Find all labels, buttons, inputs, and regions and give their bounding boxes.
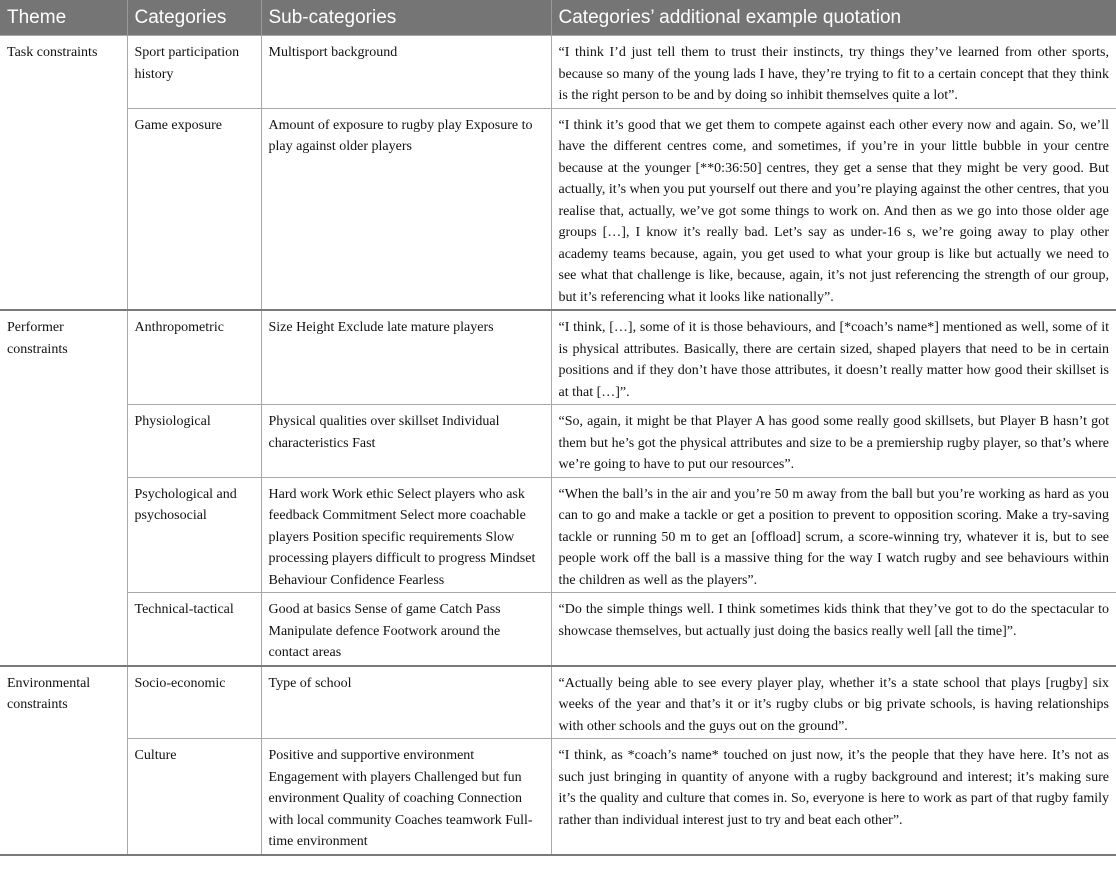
- category-cell: Technical-tactical: [127, 593, 261, 666]
- table-row: [0, 666, 1116, 739]
- table-header: [0, 0, 1116, 36]
- subcategory-cell: Physical qualities over skillset Individual characteristics Fast: [261, 405, 551, 478]
- header-categories: Categories: [127, 0, 261, 36]
- category-cell: Socio-economic: [127, 666, 261, 739]
- table-row: [0, 310, 1116, 405]
- theme-cell: Performer constraints: [0, 310, 127, 666]
- quotation-cell: “So, again, it might be that Player A has good some really good skillsets, but Player B hasn’t got them but he’s got the physical attributes and size to be a premiership rugby player, so that’s where we’re going to have to put our resources”.: [551, 405, 1116, 478]
- subcategory-cell: Hard work Work ethic Select players who ask feedback Commitment Select more coachable players Position specific requirements Slow processing players difficult to progress Mindset Behaviour Confidence Fearless: [261, 477, 551, 593]
- subcategory-cell: Amount of exposure to rugby play Exposure to play against older players: [261, 108, 551, 310]
- table-row: [0, 405, 1116, 478]
- subcategory-cell: Type of school: [261, 666, 551, 739]
- quotation-cell: “I think it’s good that we get them to compete against each other every now and again. So, we’ll have the different centres come, and sometimes, if you’re in your little bubble in your centre because at the younger [**0:36:50] centres, they get a sense that they might be very good. But actually, it’s when you put yourself out there and you’re playing against the other centres, that you realise that, actually, we’ve got some things to work on. And then as we go into those older age groups […], I know it’s really bad. Let’s say as under-16 s, we’re going away to play other academy teams because, again, you get used to what your group is like but actually we need to see what that challenge is like, because, again, it’s not just referencing the strength of our group, but it’s referencing what it looks like nationally”.: [551, 108, 1116, 310]
- category-cell: Culture: [127, 739, 261, 855]
- category-cell: Game exposure: [127, 108, 261, 310]
- theme-cell: Task constraints: [0, 36, 127, 311]
- quotation-cell: “I think, […], some of it is those behaviours, and [*coach’s name*] mentioned as well, some of it is physical attributes. Basically, there are certain sized, shaped players that need to be in certain positions and if they don’t have those attributes, it doesn’t really matter how good their skillset is at that […]”.: [551, 310, 1116, 405]
- table-body: [0, 36, 1116, 855]
- header-row: [0, 0, 1116, 36]
- header-theme: Theme: [0, 0, 127, 36]
- table-row: [0, 36, 1116, 109]
- category-cell: Physiological: [127, 405, 261, 478]
- category-cell: Psychological and psychosocial: [127, 477, 261, 593]
- quotation-cell: “I think I’d just tell them to trust their instincts, try things they’ve learned from other sports, because so many of the young lads I have, they’re trying to fit to a certain concept that they think is the right person to be and by doing so inhibit themselves quite a lot”.: [551, 36, 1116, 109]
- table-row: [0, 593, 1116, 666]
- quotation-cell: “Do the simple things well. I think sometimes kids think that they’ve got to do the spectacular to showcase themselves, but actually just doing the basics really well [all the time]”.: [551, 593, 1116, 666]
- category-cell: Sport participation history: [127, 36, 261, 109]
- table-row: [0, 477, 1116, 593]
- subcategory-cell: Size Height Exclude late mature players: [261, 310, 551, 405]
- quotation-cell: “When the ball’s in the air and you’re 50 m away from the ball but you’re working as hard as you can to go and make a tackle or get a position to prevent to opposition scoring. Make a try-saving tackle or running 50 m to get an [offload] scrum, a score-winning try, whatever it is, but to see people work off the ball is a massive thing for the way I watch rugby and see behaviours within the children as well as the players”.: [551, 477, 1116, 593]
- header-subcategories: Sub-categories: [261, 0, 551, 36]
- subcategory-cell: Good at basics Sense of game Catch Pass Manipulate defence Footwork around the contact areas: [261, 593, 551, 666]
- subcategory-cell: Positive and supportive environment Engagement with players Challenged but fun environment Quality of coaching Connection with local community Coaches teamwork Full-time environment: [261, 739, 551, 855]
- category-cell: Anthropometric: [127, 310, 261, 405]
- subcategory-cell: Multisport background: [261, 36, 551, 109]
- theme-cell: Environmental constraints: [0, 666, 127, 855]
- quotation-cell: “Actually being able to see every player play, whether it’s a state school that plays [rugby] six weeks of the year and that’s it or it’s rugby clubs or big private schools, is having relationships with other schools and the guys out on the ground”.: [551, 666, 1116, 739]
- header-quotation: Categories’ additional example quotation: [551, 0, 1116, 36]
- quotation-cell: “I think, as *coach’s name* touched on just now, it’s the people that they have here. It’s not as such just bringing in quantity of anyone with a rugby background and interest; it’s making sure it’s the quality and culture that comes in. So, everyone is here to work as part of that rugby family rather than individual interest just to try and beat each other”.: [551, 739, 1116, 855]
- table-row: [0, 739, 1116, 855]
- table-row: [0, 108, 1116, 310]
